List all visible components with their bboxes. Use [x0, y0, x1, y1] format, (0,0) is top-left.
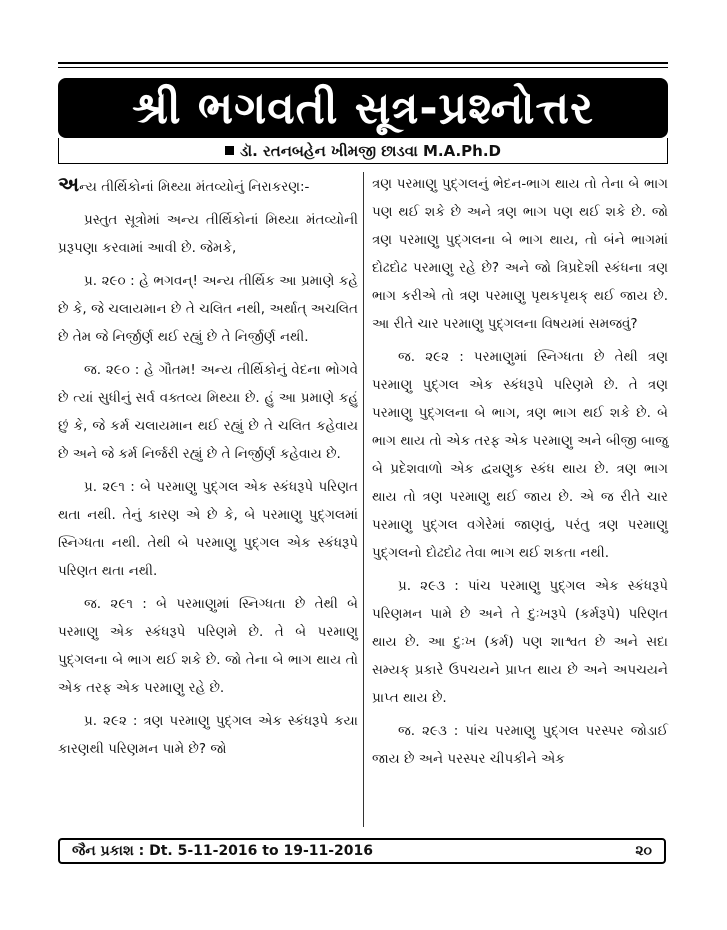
page-title: શ્રી ભગવતી સૂત્ર-પ્રશ્નોત્તર: [132, 82, 594, 134]
paragraph: પ્ર. ૨૯૦ : હે ભગવન્! અન્ય તીર્થિક આ પ્રમાણે કહે છે કે, જે ચલાયમાન છે તે ચલિત નથી, અર્થાત્ અચલિત છે તેમ જે નિર્જીર્ણ થઈ રહ્યું છે તે નિર્જીર્ણ નથી.: [58, 273, 358, 345]
paragraph: પ્ર. ૨૯૩ : પાંચ પરમાણુ પુદ્ગલ એક સ્કંધરૂપે પરિણમન પામે છે અને તે દુઃખરૂપે (કર્મરૂપે) પરિણત થાય છે. આ દુઃખ (કર્મ) પણ શાશ્વત છે અને સદા સમ્યક્ પ્રકારે ઉપચયને પ્રાપ્ત થાય છે અને અપચયને પ્રાપ્ત થાય છે.: [372, 578, 668, 706]
paragraph: જ. ૨૯૨ : પરમાણુમાં સ્નિગ્ધતા છે તેથી ત્રણ પરમાણુ પુદ્ગલ એક સ્કંધરૂપે પરિણમે છે. તે ત્રણ પરમાણુ પુદ્ગલના બે ભાગ, ત્રણ ભાગ થઈ શકે છે. બે ભાગ થાય તો એક તરફ એક પરમાણુ અને બીજી બાજુ બે પ્રદેશવાળો એક દ્વ્યણુક સ્કંધ થાય છે. ત્રણ ભાગ થાય તો ત્રણ પરમાણુ થઈ જાય છે. એ જ રીતે ચાર પરમાણુ પુદ્ગલ વગેરેમાં જાણવું, પરંતુ ત્રણ પરમાણુ પુદ્ગલનો દોઢદોઢ તેવા ભાગ થઈ શકતા નથી.: [372, 349, 668, 561]
author-line: [58, 138, 668, 164]
author-text: ડૉ. રતનબહેન ખીમજી છાડવા M.A.Ph.D: [239, 141, 501, 160]
top-rule: [58, 62, 668, 64]
footer-publication: જૈન પ્રકાશ : Dt. 5-11-2016 to 19-11-2016: [72, 843, 374, 859]
page-number: ૨૦: [635, 843, 652, 859]
paragraph: પ્રસ્તુત સૂત્રોમાં અન્ય તીર્થિકોનાં મિથ્યા મંતવ્યોની પ્રરૂપણા કરવામાં આવી છે. જેમકે,: [58, 212, 358, 256]
square-bullet-icon: [225, 146, 234, 155]
paragraph: પ્ર. ૨૯૧ : બે પરમાણુ પુદ્ગલ એક સ્કંધરૂપે પરિણત થતા નથી. તેનું કારણ એ છે કે, બે પરમાણુ પુદ્ગલમાં સ્નિગ્ધતા નથી. તેથી બે પરમાણુ પુદ્ગલ એક સ્કંધરૂપે પરિણત થતા નથી.: [58, 479, 358, 579]
author-name: [225, 142, 501, 160]
paragraph: [58, 170, 358, 201]
paragraph: ત્રણ પરમાણુ પુદ્ગલનું ભેદન-ભાગ થાય તો તેના બે ભાગ પણ થઈ શકે છે અને ત્રણ ભાગ પણ થઈ શકે છે. જો ત્રણ પરમાણુ પુદ્ગલના બે ભાગ થાય, તો બંને ભાગમાં દોઢદોઢ પરમાણુ રહે છે? અને જો ત્રિપ્રદેશી સ્કંધના ત્રણ ભાગ કરીએ તો ત્રણ પરમાણુ પૃથકપૃથક્ થઈ જાય છે. આ રીતે ચાર પરમાણુ પુદ્ગલના વિષયમાં સમજવું?: [372, 176, 668, 332]
paragraph: જ. ૨૯૧ : બે પરમાણુમાં સ્નિગ્ધતા છે તેથી બે પરમાણુ એક સ્કંધરૂપે પરિણમે છે. તે બે પરમાણુ પુદ્ગલના બે ભાગ થઈ શકે છે. જો તેના બે ભાગ થાય તો એક તરફ એક પરમાણુ રહે છે.: [58, 596, 358, 696]
right-column: [372, 170, 668, 830]
title-banner: [58, 78, 668, 138]
column-divider: [363, 172, 364, 827]
drop-letter: અ: [58, 172, 80, 196]
paragraph-text: ન્ય તીર્થિકોનાં મિથ્યા મંતવ્યોનું નિરાકરણ:-: [79, 179, 310, 195]
top-rule-thin: [58, 67, 668, 68]
paragraph: જ. ૨૯૦ : હે ગૌતમ! અન્ય તીર્થિકોનું વેદના ભોગવે છે ત્યાં સુધીનું સર્વ વક્તવ્ય મિથ્યા છે. હું આ પ્રમાણે કહું છું કે, જે કર્મ ચલાયમાન થઈ રહ્યું છે તે ચલિત કહેવાય છે અને જે કર્મ નિર્જરી રહ્યું છે તે નિર્જીર્ણ કહેવાય છે.: [58, 362, 358, 462]
paragraph: પ્ર. ૨૯૨ : ત્રણ પરમાણુ પુદ્ગલ એક સ્કંધરૂપે કયા કારણથી પરિણમન પામે છે? જો: [58, 713, 358, 757]
left-column: [58, 170, 358, 830]
paragraph: જ. ૨૯૩ : પાંચ પરમાણુ પુદ્ગલ પરસ્પર જોડાઈ જાય છે અને પરસ્પર ચીપકીને એક: [372, 723, 668, 767]
page-footer: [58, 838, 666, 864]
